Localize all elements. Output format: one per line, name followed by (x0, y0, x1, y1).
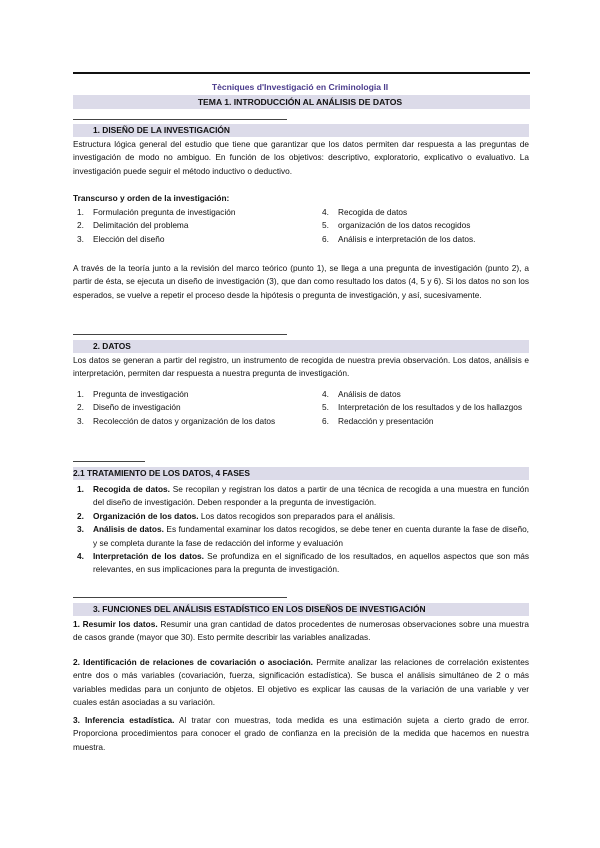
list-item: 3. Recolección de datos y organización de los datos (77, 415, 276, 426)
section-rule (73, 461, 145, 462)
section-3-paragraph: 2. Identificación de relaciones de covariación o asociación. Permite analizar las relaciones de correlación existentes entre dos o más variables (covariación, fuerza, significación estadística). Se busca el análisis simultáneo de 2 o más variables medidas para un conjunto de objetos. El objetivo es explicar las causas de la variación de una variable y ver cuales están asociadas a su variación. (73, 657, 529, 708)
section-2-list-right (318, 388, 530, 428)
course-title: Tècniques d'Investigació en Criminologia II (211, 82, 389, 92)
section-rule (73, 597, 287, 598)
section-1-list-right (318, 206, 530, 246)
list-item: 1. Formulación pregunta de investigación (77, 207, 236, 217)
list-item: 5. Interpretación de los resultados y de los hallazgos (322, 402, 523, 413)
section-21-list (73, 483, 529, 577)
section-rule (73, 119, 287, 120)
list-item: 5. organización de los datos recogidos (322, 220, 471, 231)
section-2-list-left (73, 388, 308, 428)
list-item: 4. Interpretación de los datos. Se profundiza en el significado de los resultados, en aquellos aspectos que son más relevantes, en sus implicaciones para la pregunta de investigación. (77, 551, 529, 575)
section-3-paragraph: 1. Resumir los datos. Resumir una gran cantidad de datos procedentes de numerosas observaciones sobre una muestra de casos grande (mayor que 30). Esto permite describir las variables analizadas. (73, 619, 529, 643)
list-item: 1. Recogida de datos. Se recopilan y registran los datos a partir de una técnica de recogida a una muestra en función del diseño de investigación. Deben responder a la pregunta de investigación. (77, 484, 529, 508)
top-rule (73, 72, 530, 74)
list-item: 2. Organización de los datos. Los datos recogidos son preparados para el análisis. (77, 510, 396, 521)
list-item: 4. Recogida de datos (322, 207, 408, 217)
section-1-closing: A través de la teoría junto a la revisión del marco teórico (punto 1), se llega a una pregunta de investigación (punto 2), a partir de ésta, se ejecuta un diseño de investigación (3), que dan como resultado los datos (4, 5 y 6). Si los datos no son los esperados, se vuelve a repetir el proceso desde la hipótesis o pregunta de investigación, y así, sucesivamente. (73, 263, 529, 300)
list-item: 3. Análisis de datos. Es fundamental examinar los datos recogidos, se debe tener en cuenta durante la fase de diseño, y se completa durante la fase de redacción del informe y evaluación (77, 524, 529, 548)
list-item: 1. Pregunta de investigación (77, 389, 189, 399)
list-item: 4. Análisis de datos (322, 389, 401, 399)
list-item: 2. Delimitación del problema (77, 220, 189, 231)
list-item: 3. Elección del diseño (77, 233, 165, 244)
section-2-intro: Los datos se generan a partir del registro, un instrumento de recogida de nuestra previa observación. Los datos, análisis e interpretación, permiten dar respuesta a nuestra pregunta de investigación. (73, 355, 529, 379)
list-item: 6. Redacción y presentación (322, 415, 434, 426)
list-item: 2. Diseño de investigación (77, 402, 181, 413)
list-item: 6. Análisis e interpretación de los datos. (322, 233, 476, 244)
section-2-heading: 2. DATOS (73, 340, 529, 353)
section-3-paragraph: 3. Inferencia estadística. Al tratar con muestras, toda medida es una estimación sujeta a cierto grado de error. Proporciona procedimientos para conocer el grado de confianza en la precisión de la medida que hacemos en nuestra muestra. (73, 715, 529, 752)
tema-title: TEMA 1. INTRODUCCIÓN AL ANÁLISIS DE DATOS (197, 97, 403, 107)
section-3-heading: 3. FUNCIONES DEL ANÁLISIS ESTADÍSTICO EN LOS DISEÑOS DE INVESTIGACIÓN (73, 603, 529, 616)
section-21-heading: 2.1 TRATAMIENTO DE LOS DATOS, 4 FASES (73, 467, 529, 480)
section-rule (73, 334, 287, 335)
section-1-heading: 1. DISEÑO DE LA INVESTIGACIÓN (73, 124, 529, 137)
section-1-intro: Estructura lógica general del estudio que tiene que garantizar que los datos permiten dar respuesta a las preguntas de investigación de modo no ambiguo. En función de los objetivos: descriptivo, exploratorio, explicativo o evaluativo. La investigación puede seguir el método inductivo o deductivo. (73, 139, 529, 176)
section-1-list-left (73, 206, 308, 246)
section-1-subtitle: Transcurso y orden de la investigación: (73, 193, 230, 203)
